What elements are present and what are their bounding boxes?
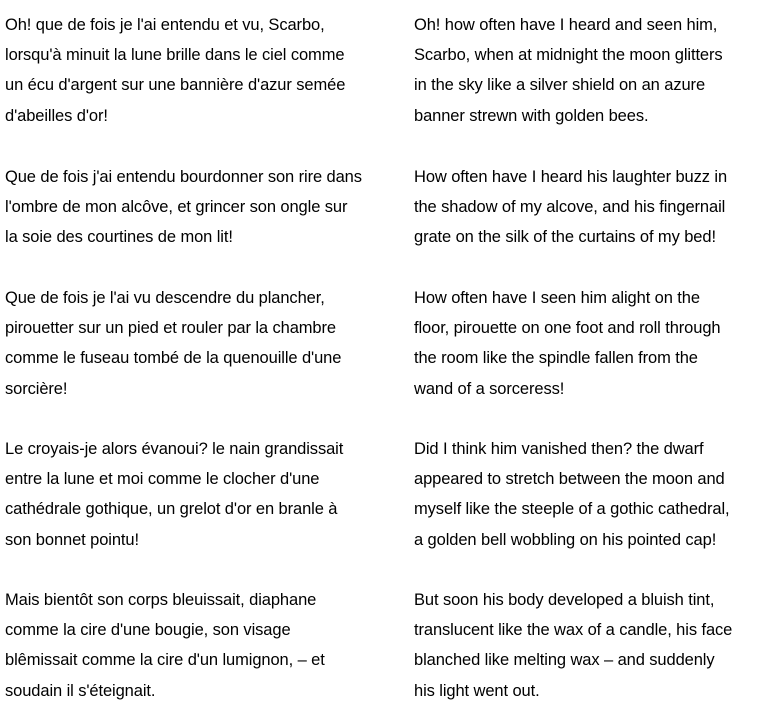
stanza-line: cathédrale gothique, un grelot d'or en branle à [5,500,338,519]
stanza-line: un écu d'argent sur une bannière d'azur semée [5,76,346,95]
stanza-line: Oh! how often have I heard and seen him, [414,16,718,34]
stanza-line: Le croyais-je alors évanoui? le nain grandissait [5,440,344,458]
stanza-line: Oh! que de fois je l'ai entendu et vu, Scarbo, [5,16,325,34]
stanza-line: the shadow of my alcove, and his fingernail [414,198,726,217]
stanza-line: blanched like melting wax – and suddenly [414,651,715,670]
stanza-line: the room like the spindle fallen from the [414,349,698,368]
stanza-line: lorsqu'à minuit la lune brille dans le ciel comme [5,46,345,65]
stanza-line: a golden bell wobbling on his pointed cap! [414,530,717,549]
stanza-line: in the sky like a silver shield on an azure [414,76,706,95]
stanza-2-french [5,162,415,253]
stanza-1-english [414,10,776,131]
stanza-line: Scarbo, when at midnight the moon glitters [414,46,723,65]
stanza-line: son bonnet pointu! [5,530,139,549]
stanza-3-french [5,283,415,404]
stanza-line: sorcière! [5,379,68,398]
stanza-line: l'ombre de mon alcôve, et grincer son ongle sur [5,198,348,217]
stanza-3-english [414,283,776,404]
stanza-line: banner strewn with golden bees. [414,106,649,125]
stanza-line: soudain il s'éteignait. [5,681,156,700]
stanza-5-english [414,585,776,706]
stanza-line: translucent like the wax of a candle, his face [414,621,733,640]
stanza-line: How often have I heard his laughter buzz in [414,168,728,186]
stanza-line: la soie des courtines de mon lit! [5,228,233,247]
stanza-2-english [414,162,776,253]
stanza-line: How often have I seen him alight on the [414,289,700,307]
stanza-line: his light went out. [414,681,540,700]
stanza-line: entre la lune et moi comme le clocher d'une [5,470,320,489]
stanza-1-french [5,10,415,131]
stanza-line: myself like the steeple of a gothic cathedral, [414,500,730,519]
stanza-line: blêmissait comme la cire d'un lumignon, – et [5,651,325,670]
stanza-line: d'abeilles d'or! [5,106,108,125]
stanza-line: comme le fuseau tombé de la quenouille d'une [5,349,342,368]
stanza-line: But soon his body developed a bluish tint, [414,591,715,609]
stanza-5-french [5,585,415,706]
stanza-line: wand of a sorceress! [414,379,565,398]
stanza-line: appeared to stretch between the moon and [414,470,725,489]
stanza-line: Que de fois je l'ai vu descendre du plancher, [5,289,325,307]
stanza-line: pirouetter sur un pied et rouler par la chambre [5,319,336,338]
stanza-4-english [414,434,776,555]
stanza-line: grate on the silk of the curtains of my bed! [414,228,716,247]
stanza-line: floor, pirouette on one foot and roll through [414,319,721,338]
stanza-line: Mais bientôt son corps bleuissait, diaphane [5,591,317,609]
stanza-4-french [5,434,415,555]
stanza-line: comme la cire d'une bougie, son visage [5,621,291,640]
stanza-line: Did I think him vanished then? the dwarf [414,440,704,458]
stanza-line: Que de fois j'ai entendu bourdonner son rire dans [5,168,362,186]
